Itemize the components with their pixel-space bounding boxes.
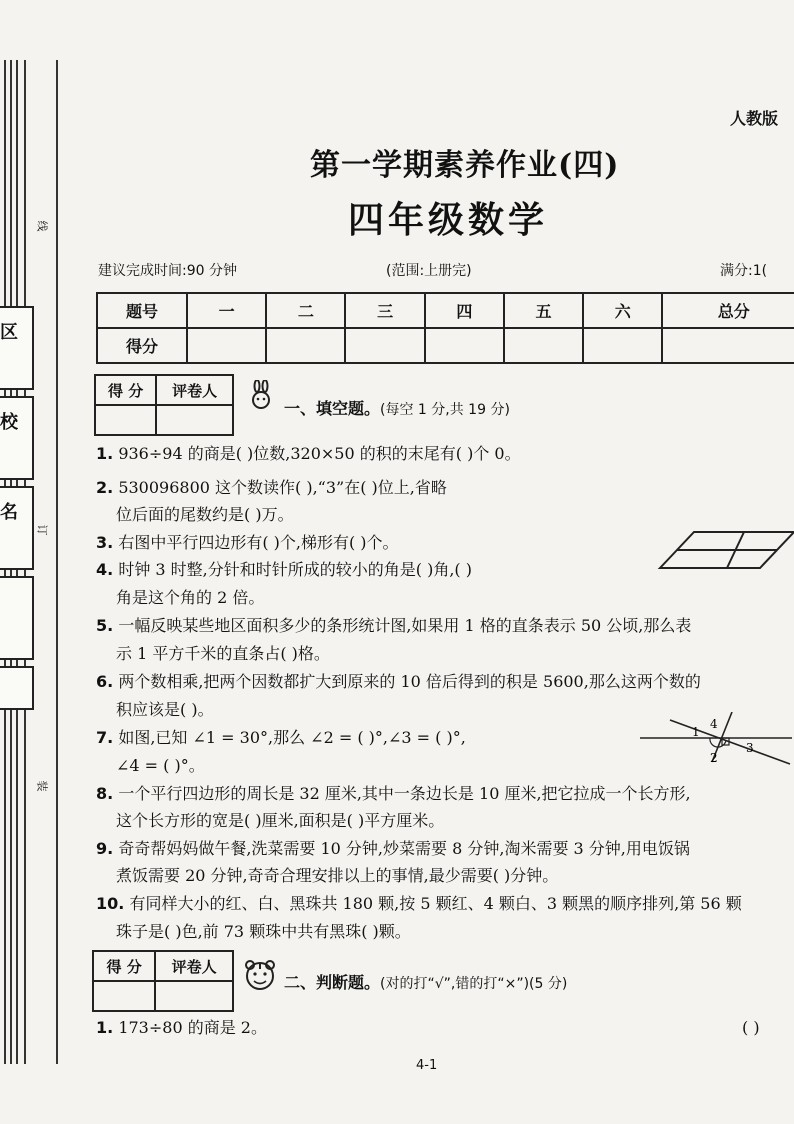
- score-cell[interactable]: [504, 328, 583, 363]
- grader-reviewer-label: 评卷人: [155, 951, 233, 981]
- binding-mark-line: 线: [35, 220, 49, 232]
- full-score-label: 满分:1(: [720, 263, 768, 279]
- grader-box: [92, 950, 234, 1012]
- section-2-note: (对的打“√”,错的打“×”)(5 分): [380, 976, 568, 992]
- question-8-cont: 这个长方形的宽是( )厘米,面积是( )平方厘米。: [116, 811, 445, 830]
- grader-score-label: 得 分: [93, 951, 155, 981]
- question-4-cont: 角是这个角的 2 倍。: [116, 588, 265, 607]
- grader-score-cell[interactable]: [95, 405, 156, 435]
- score-header-cell: 总分: [662, 293, 794, 328]
- angle-label-3: 3: [746, 741, 754, 755]
- grader-box: [94, 374, 234, 436]
- question-5: 5. 一幅反映某些地区面积多少的条形统计图,如果用 1 格的直条表示 50 公顷,那么表: [96, 616, 692, 635]
- grader-reviewer-cell[interactable]: [156, 405, 233, 435]
- section-1-heading: [284, 396, 510, 419]
- score-header-row: [97, 293, 794, 328]
- score-cell[interactable]: [187, 328, 266, 363]
- side-label-district: 区: [0, 322, 18, 343]
- score-header-cell: 二: [266, 293, 345, 328]
- parallelogram-figure: [640, 528, 794, 572]
- section-1-note: (每空 1 分,共 19 分): [380, 402, 510, 418]
- angle-label-2: 2: [710, 751, 718, 765]
- score-table: [96, 292, 794, 364]
- question-1: 1. 936÷94 的商是( )位数,320×50 的积的末尾有( )个 0。: [96, 444, 521, 463]
- side-field-box[interactable]: [0, 666, 34, 710]
- binding-line: [56, 60, 58, 1064]
- score-header-cell: 一: [187, 293, 266, 328]
- score-header-cell: 四: [425, 293, 504, 328]
- rabbit-mascot-icon: [246, 380, 276, 410]
- page-number: 4-1: [416, 1058, 438, 1073]
- angle-label-4: 4: [710, 717, 718, 731]
- score-value-row: [97, 328, 794, 363]
- time-label: 建议完成时间:90 分钟: [98, 263, 237, 279]
- judge-question-1: 1. 173÷80 的商是 2。: [96, 1018, 267, 1037]
- side-label-school: 校: [0, 412, 18, 433]
- side-label-name: 名: [0, 502, 18, 523]
- score-header-cell: 六: [583, 293, 662, 328]
- question-6: 6. 两个数相乘,把两个因数都扩大到原来的 10 倍后得到的积是 5600,那么这两个数的: [96, 672, 701, 691]
- question-10-cont: 珠子是( )色,前 73 颗珠中共有黑珠( )颗。: [116, 922, 411, 941]
- angle-figure: [640, 712, 794, 766]
- grader-reviewer-label: 评卷人: [156, 375, 233, 405]
- score-cell[interactable]: [583, 328, 662, 363]
- question-7: 7. 如图,已知 ∠1 = 30°,那么 ∠2 = ( )°,∠3 = ( )°,: [96, 728, 466, 747]
- score-cell[interactable]: [266, 328, 345, 363]
- binding-mark-staple: 订: [35, 524, 49, 536]
- question-7-cont: ∠4 = ( )°。: [116, 756, 205, 775]
- grader-score-cell[interactable]: [93, 981, 155, 1011]
- question-2-cont: 位后面的尾数约是( )万。: [116, 505, 294, 524]
- score-header-cell: 三: [345, 293, 424, 328]
- side-field-box[interactable]: [0, 576, 34, 660]
- page-title: 第一学期素养作业(四): [310, 148, 620, 183]
- angle-label-1: 1: [692, 725, 700, 739]
- subject-title: 四年级数学: [348, 200, 549, 241]
- section-2-heading: [284, 970, 567, 993]
- edition-label: 人教版: [730, 109, 779, 128]
- score-header-cell: 题号: [97, 293, 187, 328]
- judge-answer-paren[interactable]: ( ): [742, 1018, 760, 1037]
- tiger-mascot-icon: [242, 958, 278, 994]
- question-9-cont: 煮饭需要 20 分钟,奇奇合理安排以上的事情,最少需要( )分钟。: [116, 866, 559, 885]
- section-1-title: 一、填空题。: [284, 399, 381, 418]
- question-10: 10. 有同样大小的红、白、黑珠共 180 颗,按 5 颗红、4 颗白、3 颗黑的顺序排列,第 56 颗: [96, 894, 742, 913]
- grader-score-label: 得 分: [95, 375, 156, 405]
- score-cell[interactable]: [345, 328, 424, 363]
- score-cell[interactable]: [425, 328, 504, 363]
- score-row-label: 得分: [97, 328, 187, 363]
- section-2-title: 二、判断题。: [284, 973, 381, 992]
- score-cell[interactable]: [662, 328, 794, 363]
- grader-reviewer-cell[interactable]: [155, 981, 233, 1011]
- question-9: 9. 奇奇帮妈妈做午餐,洗菜需要 10 分钟,炒菜需要 8 分钟,淘米需要 3 分钟,用电饭锅: [96, 839, 690, 858]
- question-5-cont: 示 1 平方千米的直条占( )格。: [116, 644, 330, 663]
- question-6-cont: 积应该是( )。: [116, 700, 214, 719]
- question-3: 3. 右图中平行四边形有( )个,梯形有( )个。: [96, 533, 399, 552]
- question-2: 2. 530096800 这个数读作( ),“3”在( )位上,省略: [96, 478, 447, 497]
- question-8: 8. 一个平行四边形的周长是 32 厘米,其中一条边长是 10 厘米,把它拉成一个长方形,: [96, 784, 691, 803]
- binding-mark-bind: 装: [35, 780, 49, 792]
- question-4: 4. 时钟 3 时整,分针和时针所成的较小的角是( )角,( ): [96, 560, 472, 579]
- scope-label: (范围:上册完): [386, 263, 472, 279]
- score-header-cell: 五: [504, 293, 583, 328]
